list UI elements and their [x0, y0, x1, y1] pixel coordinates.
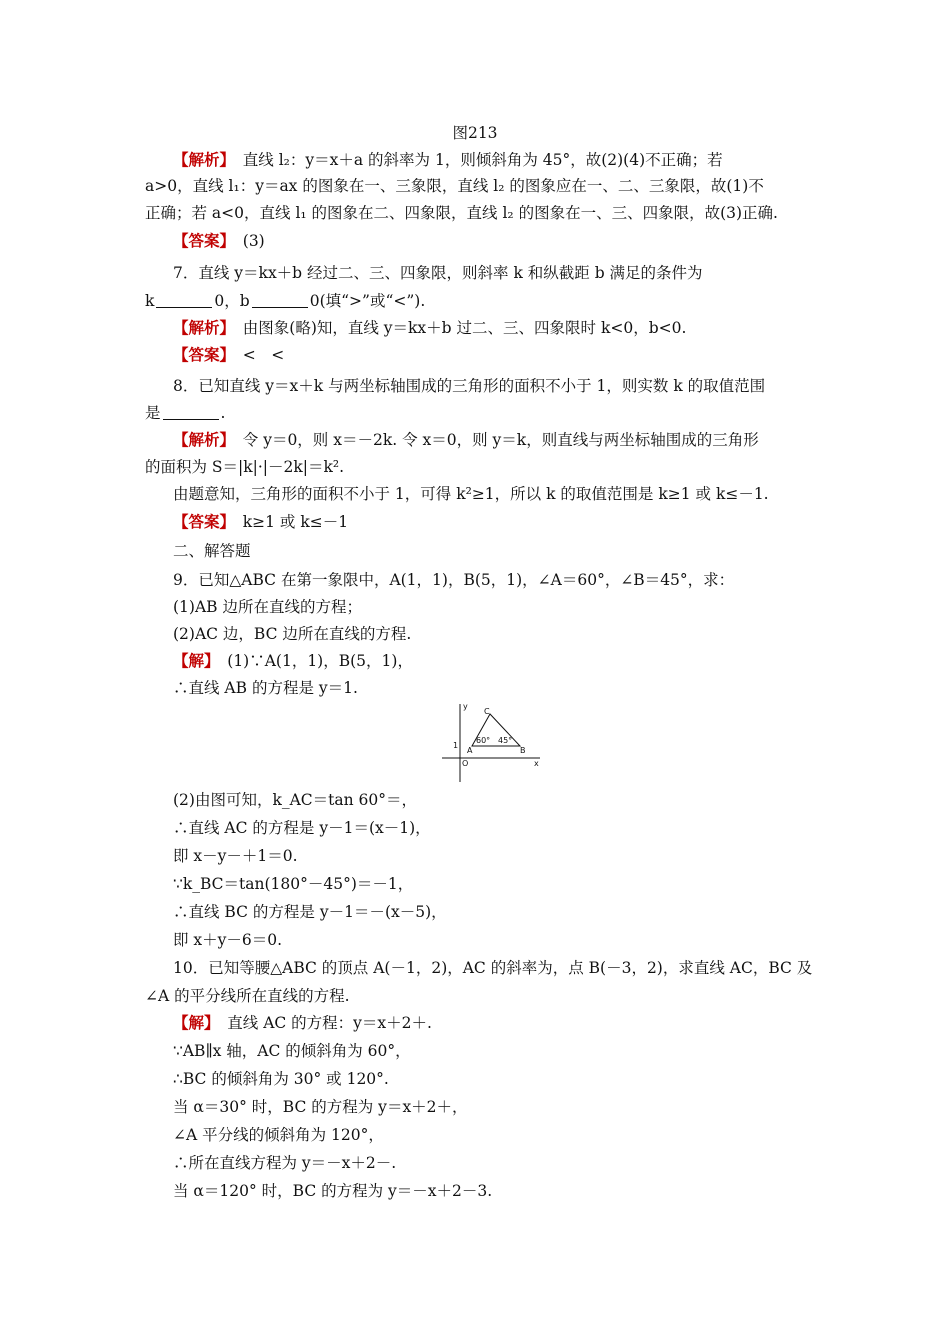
- text-line: [173, 1097, 838, 1117]
- angle-a-label: 60°: [476, 736, 491, 745]
- text-line: [173, 1153, 838, 1173]
- line-text: 即 x－y－＋1＝0.: [173, 847, 298, 865]
- text-line: [173, 231, 838, 251]
- y-axis-label: y: [463, 702, 468, 711]
- line-text: 7．直线 y＝kx＋b 经过二、三、四象限，则斜率 k 和纵截距 b 满足的条件为: [173, 264, 703, 282]
- line-text: (1)∵A(1，1)，B(5，1)，: [211, 652, 413, 670]
- q7-fill-line: [145, 291, 810, 311]
- section-tag: 【答案】: [173, 231, 228, 250]
- text-line: [173, 624, 838, 644]
- line-text: 当 α＝120° 时，BC 的方程为 y＝－x＋2－3.: [173, 1182, 493, 1200]
- line-text: 的面积为 S＝|k|·|－2k|＝k².: [145, 458, 345, 476]
- text-line: [173, 541, 838, 561]
- angle-b-label: 45°: [498, 736, 513, 745]
- triangle-diagram: [440, 700, 544, 784]
- line-text: ∠A 平分线的倾斜角为 120°，: [173, 1126, 384, 1144]
- line-text: 正确；若 a<0，直线 l₁ 的图象在二、四象限，直线 l₂ 的图象在一、三、四象限，故(3)正确.: [145, 204, 778, 222]
- triangle-figure: [440, 700, 544, 784]
- line-text: ∵AB∥x 轴，AC 的倾斜角为 60°，: [173, 1042, 411, 1060]
- text-line: [173, 651, 838, 671]
- line-text: 即 x＋y－6＝0.: [173, 931, 283, 949]
- text-line: [173, 1069, 838, 1089]
- line-text: (2)由图可知，k_AC＝tan 60°＝，: [173, 791, 418, 809]
- line-text: 由图象(略)知，直线 y＝kx＋b 过二、三、四象限时 k<0，b<0.: [227, 319, 687, 337]
- text-line: [173, 570, 838, 590]
- text-line: [173, 1125, 838, 1145]
- section-tag: 【解析】: [173, 318, 228, 337]
- line-text: (3): [227, 232, 265, 250]
- line-text: ∠A 的平分线所在直线的方程.: [145, 987, 350, 1005]
- text-line: [173, 376, 838, 396]
- section-tag: 【解析】: [173, 430, 228, 449]
- q7-end-text: 0(填“>”或“<”).: [309, 292, 426, 310]
- line-text: ∴所在直线方程为 y＝－x＋2－.: [173, 1154, 397, 1172]
- section-tag: 【解】: [173, 651, 212, 670]
- line-text: 令 y＝0，则 x＝－2k. 令 x＝0，则 y＝k，则直线与两坐标轴围成的三角形: [227, 431, 759, 449]
- q8-prefix: 是: [145, 404, 161, 422]
- line-text: k≥1 或 k≤－1: [227, 513, 349, 531]
- text-line: [173, 430, 838, 450]
- text-line: [173, 902, 838, 922]
- line-text: 直线 AC 的方程：y＝x＋2＋.: [211, 1014, 432, 1032]
- text-line: [173, 512, 838, 532]
- text-line: [145, 203, 810, 223]
- text-line: [173, 597, 838, 617]
- text-line: [145, 457, 810, 477]
- line-text: ∴直线 BC 的方程是 y－1＝－(x－5)，: [173, 903, 447, 921]
- text-line: [173, 790, 838, 810]
- line-text: (2)AC 边，BC 边所在直线的方程.: [173, 625, 412, 643]
- text-line: [173, 1041, 838, 1061]
- line-text: 10．已知等腰△ABC 的顶点 A(－1，2)，AC 的斜率为，点 B(－3，2)，求直线 AC，BC 及: [173, 959, 813, 977]
- text-line: [145, 986, 810, 1006]
- figure-caption: 图213: [452, 124, 498, 142]
- line-text: ∴直线 AB 的方程是 y＝1.: [173, 679, 358, 697]
- text-line: [173, 318, 838, 338]
- text-line: [173, 150, 838, 170]
- section-tag: 【解析】: [173, 150, 228, 169]
- q7-blank-k[interactable]: [156, 293, 212, 308]
- x-axis-label: x: [534, 759, 539, 768]
- text-line: [173, 1013, 838, 1033]
- q7-mid-text: 0，b: [214, 292, 250, 310]
- vertex-c-label: C: [484, 707, 490, 716]
- line-text: (1)AB 边所在直线的方程；: [173, 598, 362, 616]
- vertex-b-label: B: [520, 746, 526, 755]
- line-text: 当 α＝30° 时，BC 的方程为 y＝x＋2＋，: [173, 1098, 468, 1116]
- q8-end: .: [220, 404, 226, 422]
- text-line: [173, 930, 838, 950]
- text-line: [173, 345, 838, 365]
- q8-fill-line: [145, 403, 810, 423]
- q7-k-label: k: [145, 292, 155, 310]
- q7-blank-b[interactable]: [252, 293, 308, 308]
- section-tag: 【答案】: [173, 512, 228, 531]
- vertex-a-label: A: [467, 746, 473, 755]
- text-line: [173, 958, 838, 978]
- text-line: [145, 176, 810, 196]
- q8-blank[interactable]: [163, 405, 219, 420]
- text-line: [173, 846, 838, 866]
- origin-label: O: [462, 759, 469, 768]
- line-text: a>0，直线 l₁：y＝ax 的图象在一、三象限，直线 l₂ 的图象应在一、二、三象限，故(1)不: [145, 177, 764, 195]
- line-text: ∴BC 的倾斜角为 30° 或 120°.: [173, 1070, 389, 1088]
- text-line: [173, 874, 838, 894]
- text-line: [173, 678, 838, 698]
- line-text: 8．已知直线 y＝x＋k 与两坐标轴围成的三角形的面积不小于 1，则实数 k 的取值范围: [173, 377, 766, 395]
- line-text: 二、解答题: [173, 542, 251, 560]
- line-text: 9．已知△ABC 在第一象限中，A(1，1)，B(5，1)，∠A＝60°，∠B＝45°，求：: [173, 571, 735, 589]
- section-tag: 【答案】: [173, 345, 228, 364]
- line-text: 由题意知，三角形的面积不小于 1，可得 k²≥1，所以 k 的取值范围是 k≥1 或 k≤－1.: [173, 485, 769, 503]
- line-text: 直线 l₂：y＝x＋a 的斜率为 1，则倾斜角为 45°，故(2)(4)不正确；若: [227, 151, 723, 169]
- text-line: [173, 263, 838, 283]
- text-line: [173, 484, 838, 504]
- line-text: ∴直线 AC 的方程是 y－1＝(x－1)，: [173, 819, 431, 837]
- text-line: [173, 818, 838, 838]
- y-one-label: 1: [453, 741, 459, 750]
- line-text: ∵k_BC＝tan(180°－45°)＝－1，: [173, 875, 414, 893]
- text-line: [173, 1181, 838, 1201]
- line-text: < <: [227, 346, 285, 364]
- section-tag: 【解】: [173, 1013, 212, 1032]
